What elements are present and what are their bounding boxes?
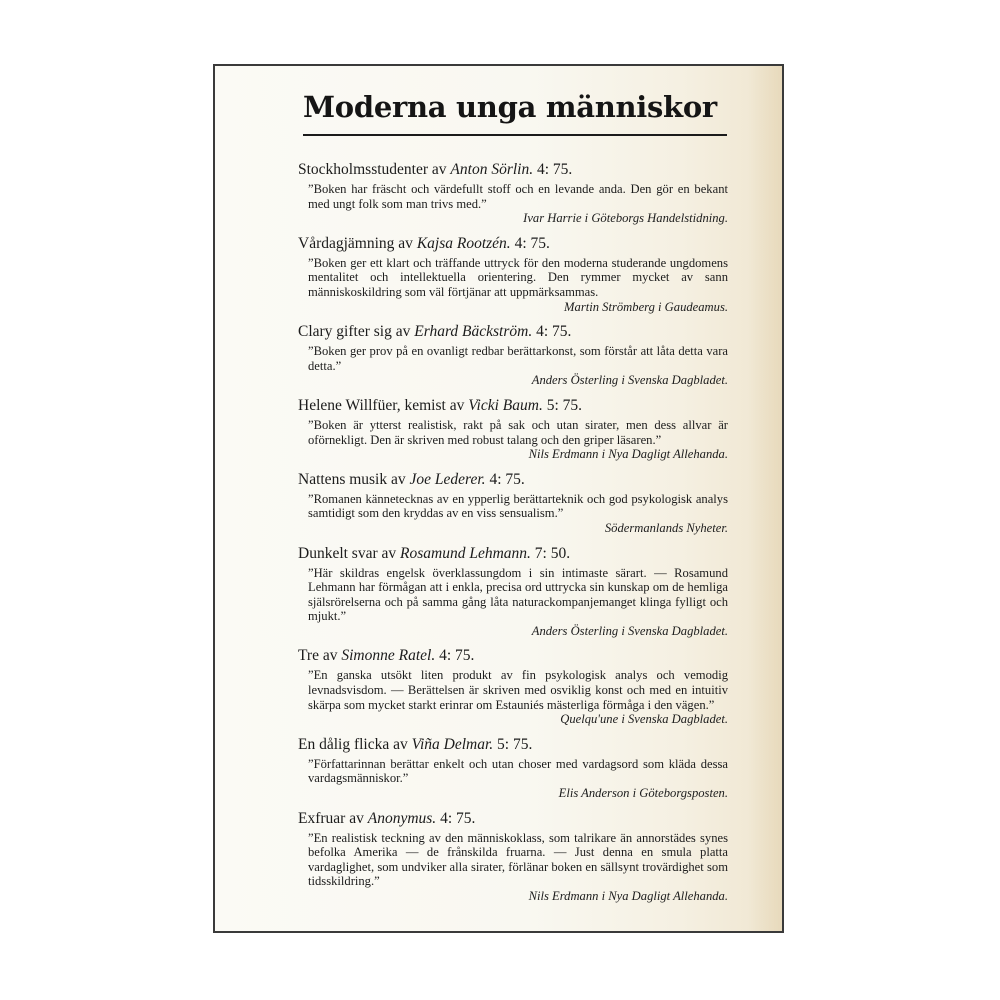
- book-heading: [298, 160, 728, 180]
- review-quote: ”Boken ger ett klart och träffande uttryck för den moderna studerande ungdomens mentalitet och intellektuella orientering. Den rymmer mycket av sann människoskildring som väl förtjänar att uppmärksammas.: [308, 255, 728, 299]
- review-source: Nils Erdmann i Nya Dagligt Allehanda.: [528, 447, 728, 462]
- review-quote: ”Boken är ytterst realistisk, rakt på sak och utan sirater, men dess allvar är oförnekligt. Den är skriven med robust talang och den griper läsaren.”: [308, 417, 728, 447]
- book-title: Nattens musik: [298, 470, 388, 488]
- book-title: En dålig flicka: [298, 735, 390, 753]
- review-quote: ”En realistisk teckning av den människoklass, som talrikare än annorstädes synes befolka Amerika — de frånskilda fruarna. — Just denna en smula platta vardaglighet, som undviker alla sirater, förlänar boken en sällsynt trovärdighet som tidsskildring.”: [308, 830, 728, 889]
- book-by: av: [349, 809, 364, 827]
- book-title: Helene Willfüer, kemist: [298, 396, 446, 414]
- book-author: Vicki Baum.: [468, 396, 543, 414]
- book-title: Stockholmsstudenter: [298, 161, 429, 178]
- book-heading: [298, 735, 728, 755]
- book-heading: [298, 322, 728, 342]
- review-quote: ”Författarinnan berättar enkelt och utan choser med vardagsord som kläda dessa vardagsmänniskor.”: [308, 756, 728, 786]
- book-by: av: [322, 647, 338, 665]
- book-by: av: [398, 234, 413, 252]
- review-source: Anders Österling i Svenska Dagbladet.: [531, 623, 728, 638]
- page-title: Moderna unga människor: [303, 90, 717, 124]
- book-title: Exfruar: [298, 809, 346, 827]
- book-price: 4: 75.: [536, 161, 573, 178]
- review-quote: ”Boken ger prov på en ovanligt redbar berättarkonst, som förstår att låta detta vara detta.”: [308, 344, 728, 373]
- review-source: Anders Österling i Svenska Dagbladet.: [531, 373, 728, 388]
- book-heading: [298, 470, 728, 490]
- title-underline: [303, 134, 727, 136]
- book-by: av: [393, 735, 408, 753]
- book-author: Rosamund Lehmann.: [400, 544, 531, 562]
- book-entry: [298, 809, 728, 904]
- book-entry: [298, 646, 728, 726]
- book-entry: [298, 234, 728, 314]
- book-author: Kajsa Rootzén.: [416, 234, 511, 252]
- book-heading: [298, 646, 728, 666]
- book-price: 5: 75.: [546, 396, 583, 414]
- book-heading: [298, 234, 728, 254]
- review-quote: ”Romanen kännetecknas av en ypperlig berättarteknik och god psykologisk analys samtidigt som den kryddas av en viss sensualism.”: [308, 491, 728, 521]
- book-entry: [298, 544, 728, 639]
- review-source: Ivar Harrie i Göteborgs Handelstidning.: [523, 211, 728, 226]
- review-source: Nils Erdmann i Nya Dagligt Allehanda.: [528, 889, 728, 903]
- book-author: Erhard Bäckström.: [414, 323, 533, 341]
- book-price: 4: 75.: [514, 234, 550, 252]
- book-title: Tre: [298, 647, 319, 665]
- book-author: Joe Lederer.: [409, 470, 486, 488]
- review-quote: ”En ganska utsökt liten produkt av fin psykologisk analys och vemodig levnadsvisdom. — Berättelsen är skriven med osviklig konst och med en intuitiv skärpa som mycket starkt erinrar om Estauniés mästerliga förmåga i den vägen.”: [308, 668, 728, 712]
- book-price: 4: 75.: [536, 323, 572, 341]
- book-price: 4: 75.: [489, 470, 525, 488]
- review-quote: ”Boken har fräscht och värdefullt stoff och en levande anda. Den gör en bekant med ungt folk som man trivs med.”: [308, 182, 728, 211]
- review-source: Södermanlands Nyheter.: [604, 520, 728, 535]
- book-heading: [298, 809, 728, 829]
- review-source: Elis Anderson i Göteborgsposten.: [558, 786, 728, 801]
- book-entry: [298, 160, 728, 226]
- review-source: Martin Strömberg i Gaudeamus.: [564, 299, 728, 314]
- book-title: Clary gifter sig: [298, 323, 392, 341]
- book-page: [213, 64, 784, 933]
- book-price: 4: 75.: [439, 647, 475, 665]
- book-author: Viña Delmar.: [411, 735, 494, 753]
- book-author: Anton Sörlin.: [450, 161, 534, 178]
- review-source: Quelqu'une i Svenska Dagbladet.: [560, 712, 728, 727]
- book-heading: [298, 544, 728, 564]
- book-entry: [298, 470, 728, 536]
- book-by: av: [449, 396, 465, 414]
- book-entry: [298, 735, 728, 801]
- book-price: 5: 75.: [497, 735, 533, 753]
- book-by: av: [381, 544, 397, 562]
- book-price: 4: 75.: [440, 809, 476, 827]
- book-price: 7: 50.: [534, 544, 571, 562]
- book-author: Simonne Ratel.: [341, 647, 436, 665]
- book-list: [298, 160, 728, 912]
- review-quote: ”Här skildras engelsk överklassungdom i sin intimaste särart. — Rosamund Lehmann har förmågan att i enkla, precisa ord uttrycka sin kunskap om de hemliga själsrörelserna och på samma gång låta naturackompanjemanget klinga fylligt och mjukt.”: [308, 565, 728, 624]
- book-by: av: [391, 470, 406, 488]
- book-heading: [298, 396, 728, 416]
- book-by: av: [395, 323, 411, 341]
- book-title: Vårdagjämning: [298, 234, 395, 252]
- book-entry: [298, 396, 728, 462]
- book-by: av: [431, 161, 447, 178]
- book-entry: [298, 322, 728, 388]
- book-title: Dunkelt svar: [298, 544, 378, 562]
- book-author: Anonymus.: [367, 809, 437, 827]
